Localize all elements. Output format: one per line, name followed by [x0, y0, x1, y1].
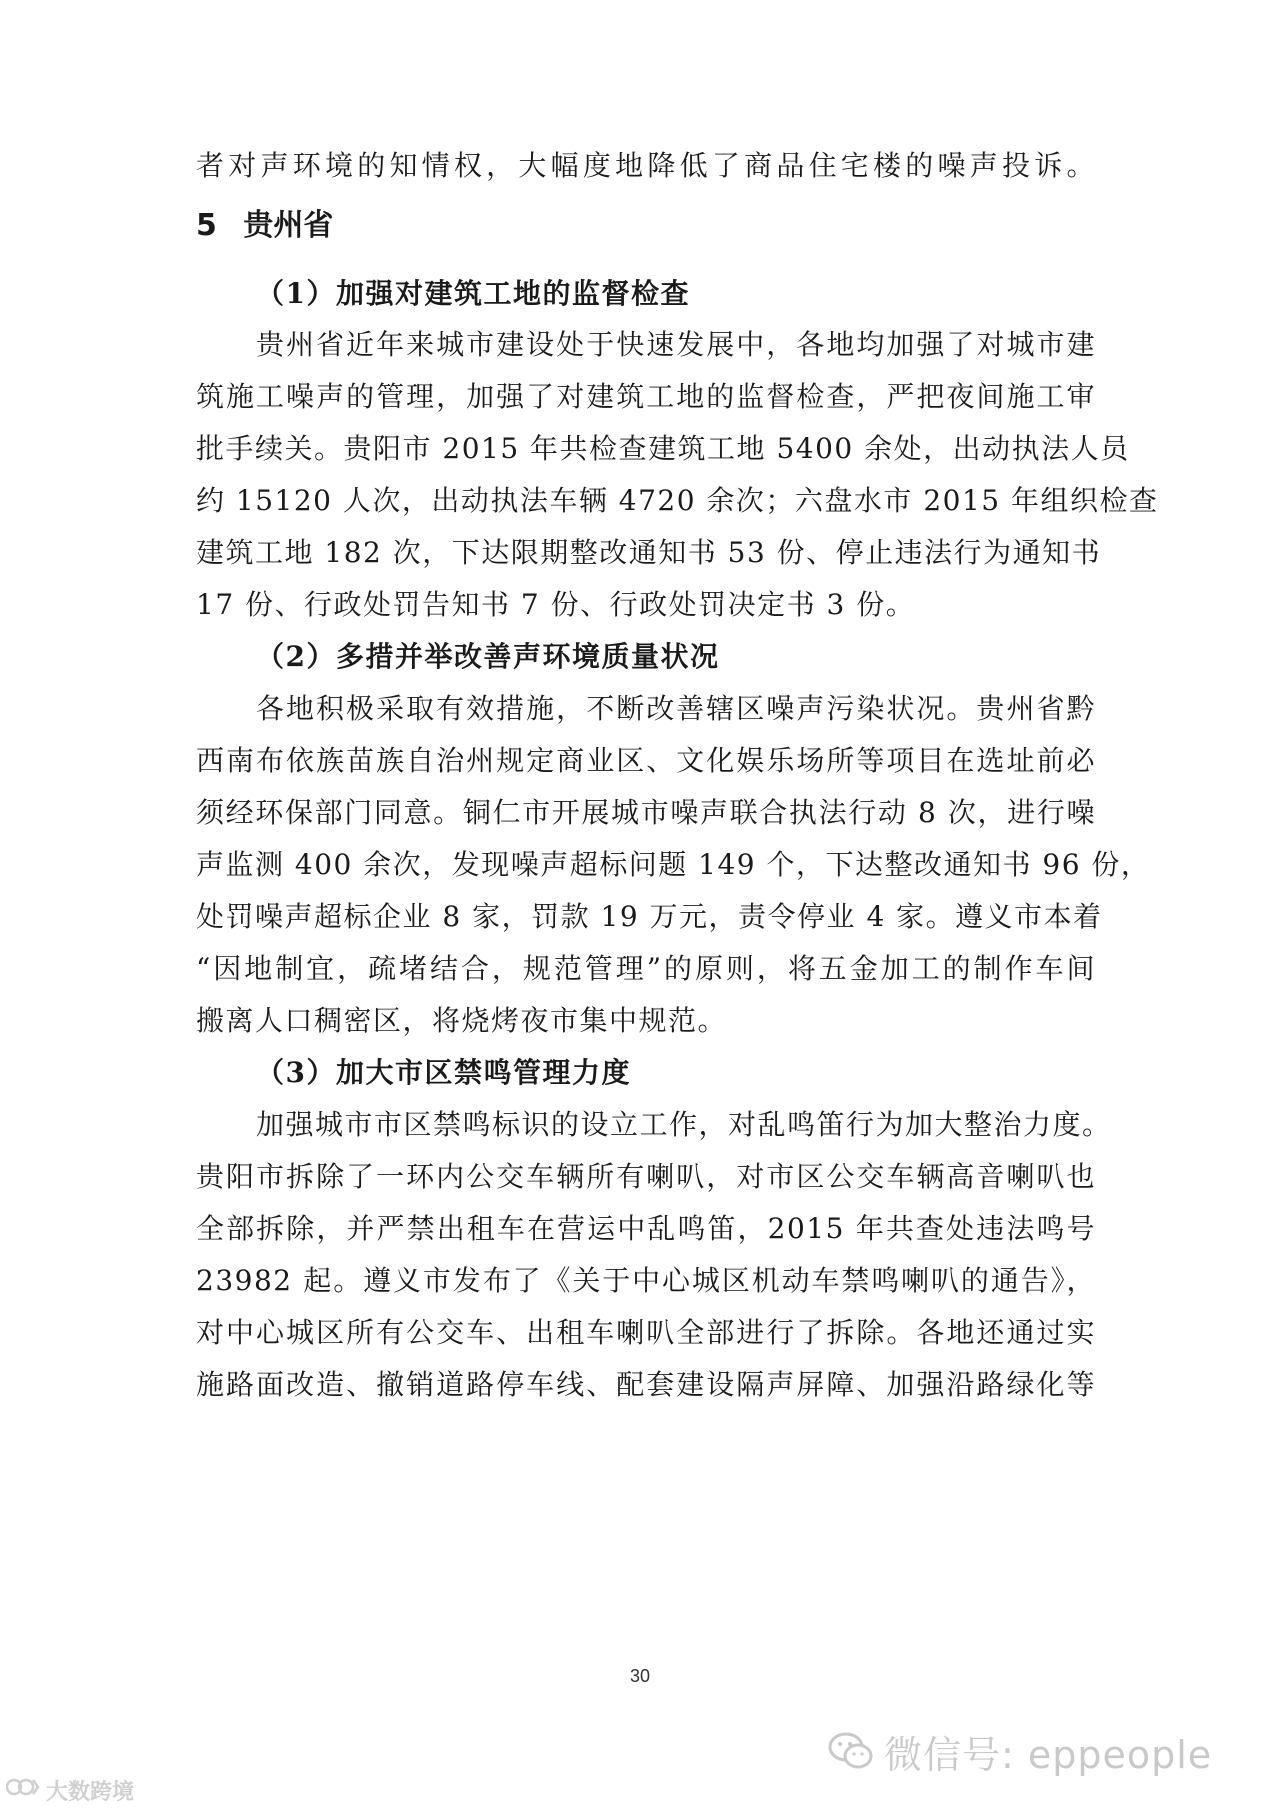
wechat-watermark — [828, 1726, 1212, 1776]
paragraph-line: 23982 起。遵义市发布了《关于中心城区机动车禁鸣喇叭的通告》， — [196, 1264, 1096, 1297]
paragraph-line: 批手续关。贵阳市 2015 年共检查建筑工地 5400 余处，出动执法人员 — [196, 432, 1130, 465]
paragraph-line: 处罚噪声超标企业 8 家，罚款 19 万元，责令停业 4 家。遵义市本着 — [196, 900, 1103, 933]
paragraph-line: 加强城市市区禁鸣标识的设立工作，对乱鸣笛行为加大整治力度。 — [256, 1108, 1112, 1141]
paragraph-line: 约 15120 人次，出动执法车辆 4720 余次；六盘水市 2015 年组织检查 — [196, 484, 1159, 517]
paragraph-line: 各地积极采取有效措施，不断改善辖区噪声污染状况。贵州省黔 — [256, 692, 1096, 725]
paragraph-line: 者对声环境的知情权，大幅度地降低了商品住宅楼的噪声投诉。 — [196, 149, 1096, 182]
paragraph-line: 17 份、行政处罚告知书 7 份、行政处罚决定书 3 份。 — [196, 588, 916, 621]
paragraph-line: “因地制宜，疏堵结合，规范管理”的原则，将五金加工的制作车间 — [196, 952, 1096, 985]
paragraph-line: 对中心城区所有公交车、出租车喇叭全部进行了拆除。各地还通过实 — [196, 1316, 1096, 1349]
paragraph-line: 须经环保部门同意。铜仁市开展城市噪声联合执法行动 8 次，进行噪 — [196, 796, 1096, 829]
brand-watermark-text: 大数跨境 — [46, 1779, 135, 1805]
section-number: 5 — [196, 208, 217, 243]
page-number: 30 — [629, 1666, 651, 1686]
subsection-title-2: （2）多措并举改善声环境质量状况 — [256, 640, 720, 673]
wechat-watermark-text: 微信号: eppeople — [884, 1732, 1213, 1777]
paragraph-line: 贵阳市拆除了一环内公交车辆所有喇叭，对市区公交车辆高音喇叭也 — [196, 1160, 1096, 1193]
brand-watermark — [6, 1774, 134, 1806]
paragraph-line: 筑施工噪声的管理，加强了对建筑工地的监督检查，严把夜间施工审 — [196, 380, 1096, 413]
paragraph-line: 贵州省近年来城市建设处于快速发展中，各地均加强了对城市建 — [256, 328, 1096, 361]
section-heading — [196, 206, 333, 246]
paragraph-line: 西南布依族苗族自治州规定商业区、文化娱乐场所等项目在选址前必 — [196, 744, 1096, 777]
subsection-title-3: （3）加大市区禁鸣管理力度 — [256, 1056, 631, 1089]
subsection-title-1: （1）加强对建筑工地的监督检查 — [256, 277, 690, 310]
paragraph-line: 搬离人口稠密区，将烧烤夜市集中规范。 — [196, 1004, 728, 1037]
paragraph-line: 全部拆除，并严禁出租车在营运中乱鸣笛，2015 年共查处违法鸣号 — [196, 1212, 1096, 1245]
paragraph-line: 声监测 400 余次，发现噪声超标问题 149 个，下达整改通知书 96 份， — [196, 848, 1151, 881]
dashu-logo-icon — [6, 1774, 40, 1806]
paragraph-line: 建筑工地 182 次，下达限期整改通知书 53 份、停止违法行为通知书 — [196, 536, 1102, 569]
wechat-icon — [828, 1731, 874, 1771]
section-title: 贵州省 — [243, 208, 334, 243]
paragraph-line: 施路面改造、撤销道路停车线、配套建设隔声屏障、加强沿路绿化等 — [196, 1368, 1096, 1401]
